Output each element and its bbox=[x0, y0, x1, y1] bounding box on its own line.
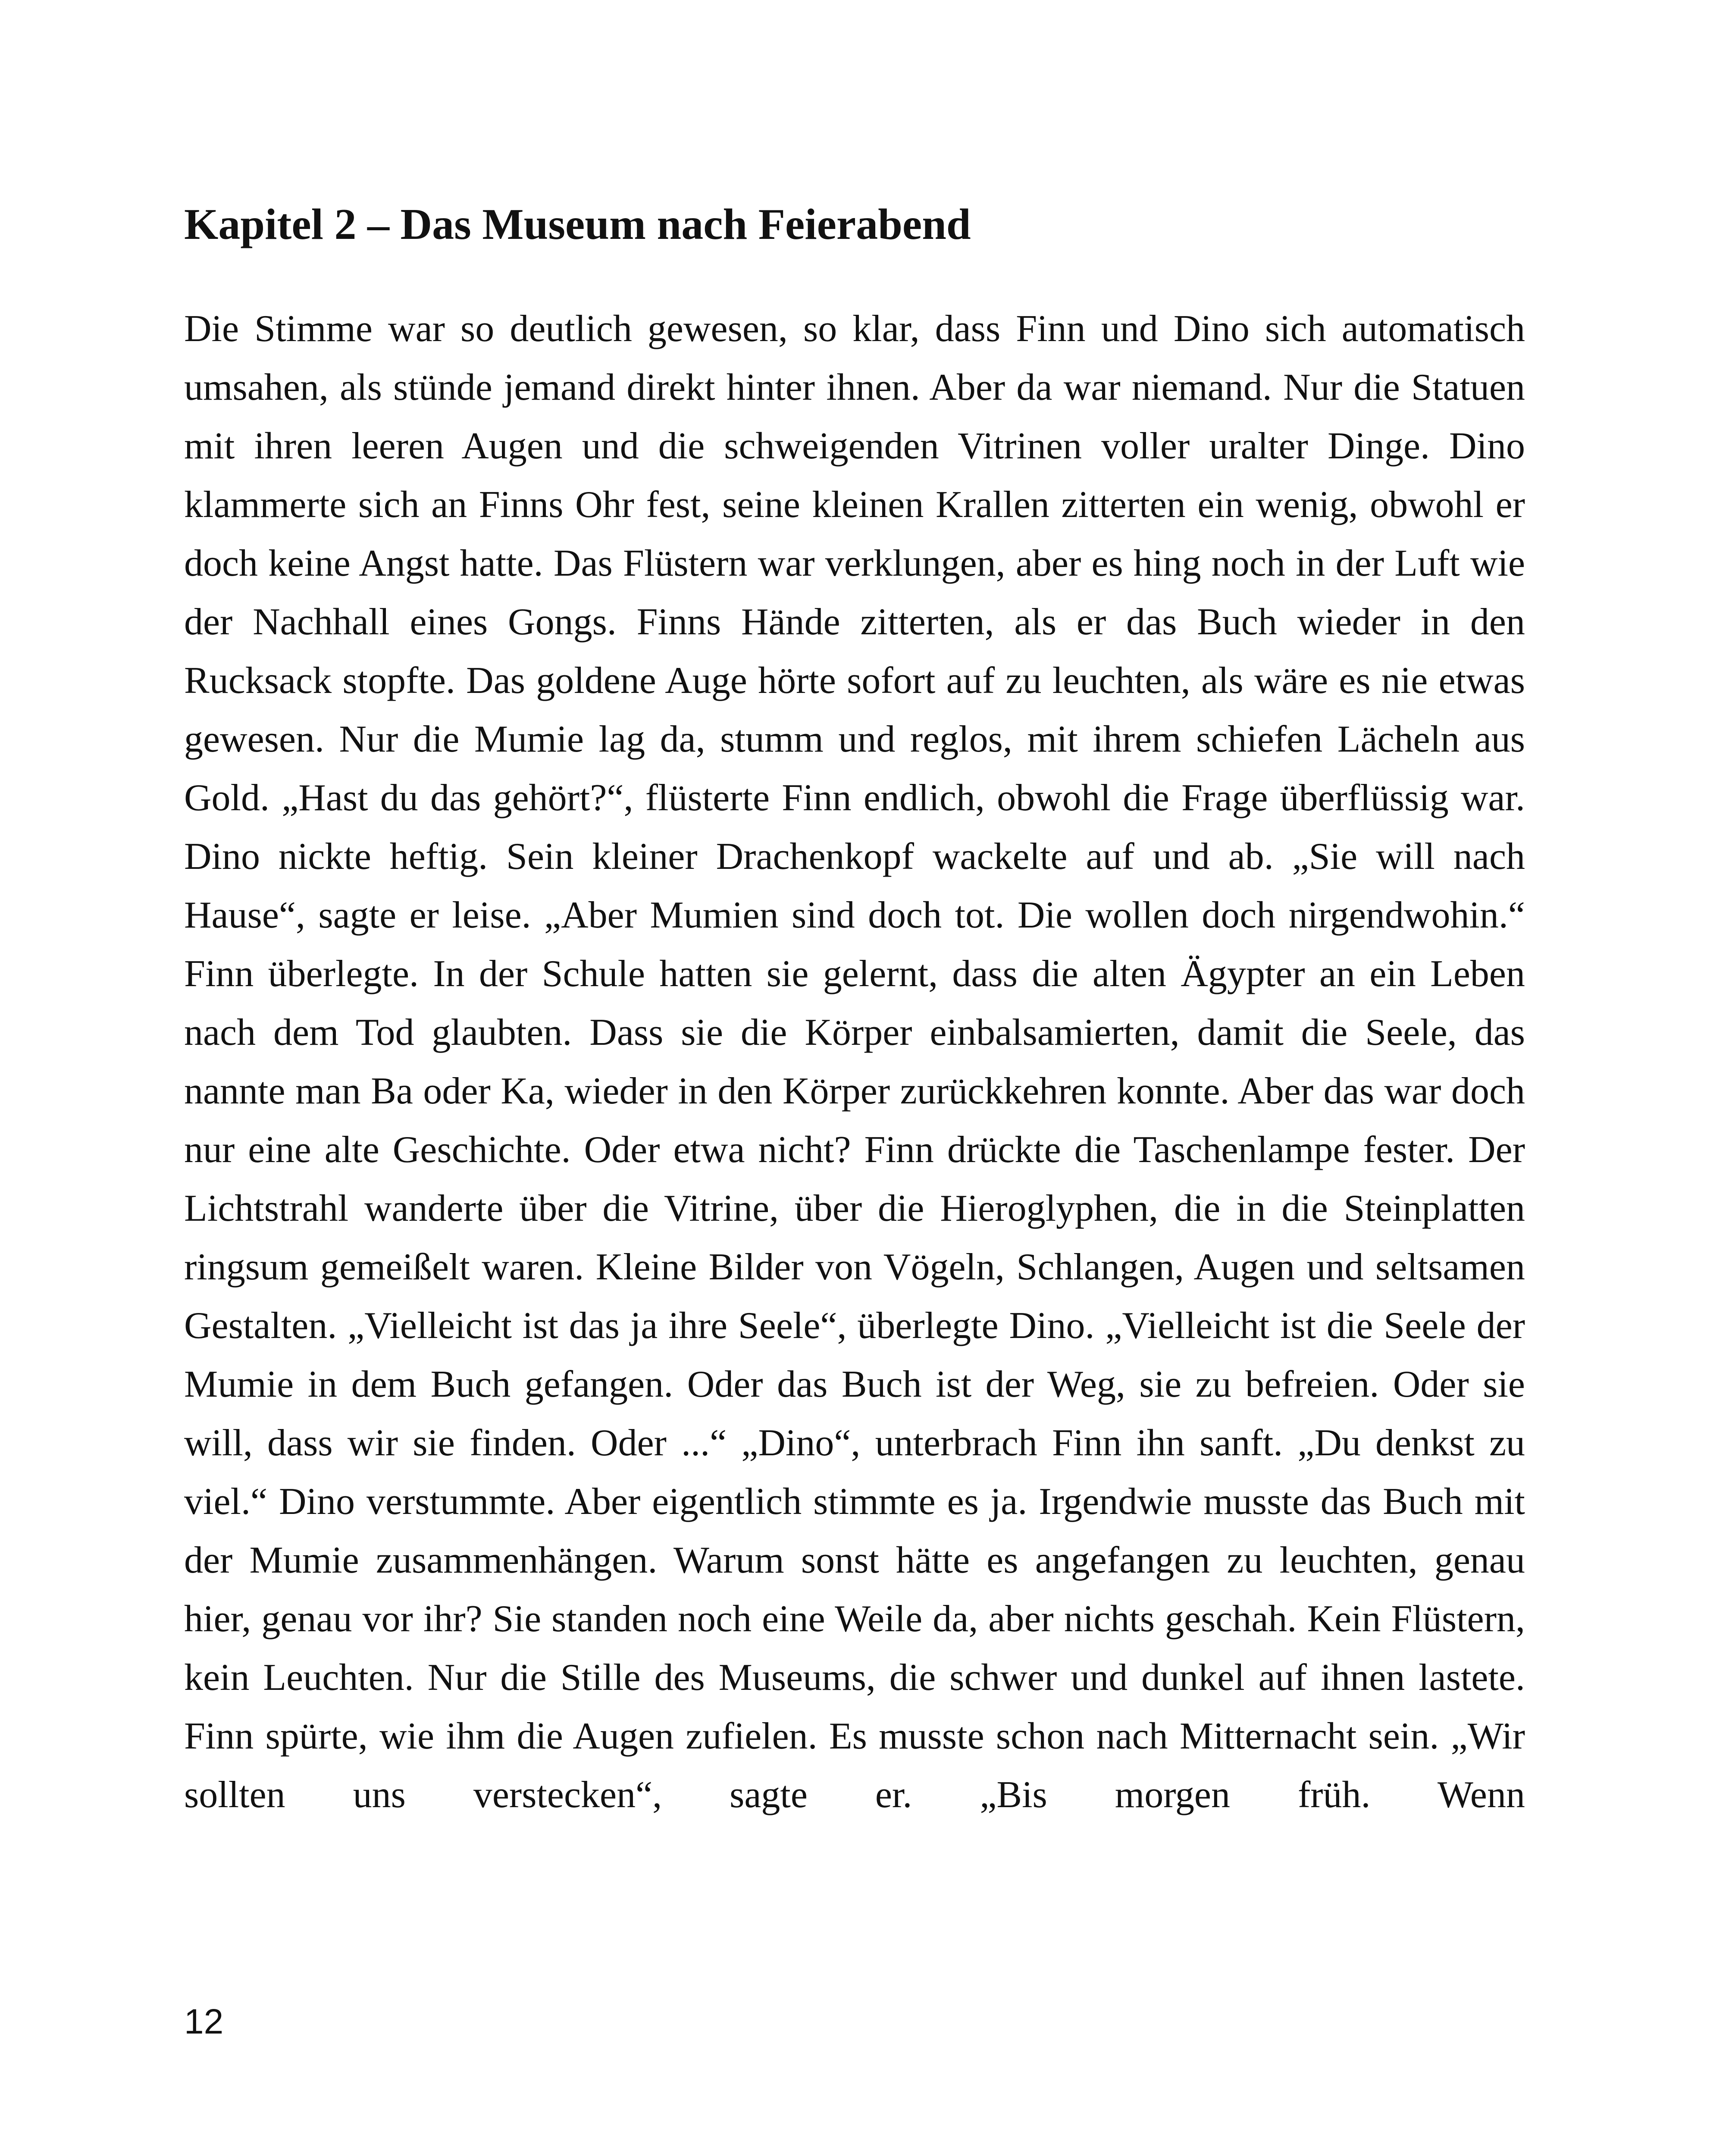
page-number: 12 bbox=[184, 2002, 224, 2041]
body-paragraph: Die Stimme war so deutlich gewesen, so klar, dass Finn und Dino sich automatisch umsahen, als stünde jemand direkt hinter ihnen. Aber da war niemand. Nur die Statuen mit ihren leeren Augen und die schweigenden Vitrinen voller uralter Dinge. Dino klammerte sich an Finns Ohr fest, seine kleinen Krallen zitterten ein wenig, obwohl er doch keine Angst hatte. Das Flüstern war verklungen, aber es hing noch in der Luft wie der Nachhall eines Gongs. Finns Hände zitterten, als er das Buch wieder in den Rucksack stopfte. Das goldene Auge hörte sofort auf zu leuchten, als wäre es nie etwas gewesen. Nur die Mumie lag da, stumm und reglos, mit ihrem schiefen Lächeln aus Gold. „Hast du das gehört?“, flüsterte Finn endlich, obwohl die Frage überflüssig war. Dino nickte heftig. Sein kleiner Drachenkopf wackelte auf und ab. „Sie will nach Hause“, sagte er leise. „Aber Mumien sind doch tot. Die wollen doch nirgendwohin.“ Finn überlegte. In der Schule hatten sie gelernt, dass die alten Ägypter an ein Leben nach dem Tod glaubten. Dass sie die Körper einbalsamierten, damit die Seele, das nannte man Ba oder Ka, wieder in den Körper zurückkehren konnte. Aber das war doch nur eine alte Geschichte. Oder etwa nicht? Finn drückte die Taschenlampe fester. Der Lichtstrahl wanderte über die Vitrine, über die Hieroglyphen, die in die Steinplatten ringsum gemeißelt waren. Kleine Bilder von Vögeln, Schlangen, Augen und seltsamen Gestalten. „Vielleicht ist das ja ihre Seele“, überlegte Dino. „Vielleicht ist die Seele der Mumie in dem Buch gefangen. Oder das Buch ist der Weg, sie zu befreien. Oder sie will, dass wir sie finden. Oder ...“ „Dino“, unterbrach Finn ihn sanft. „Du denkst zu viel.“ Dino verstummte. Aber eigentlich stimmte es ja. Irgendwie musste das Buch mit der Mumie zusammenhängen. Warum sonst hätte es angefangen zu leuchten, genau hier, genau vor ihr? Sie standen noch eine Weile da, aber nichts geschah. Kein Flüstern, kein Leuchten. Nur die Stille des Museums, die schwer und dunkel auf ihnen lastete. Finn spürte, wie ihm die Augen zufielen. Es musste schon nach Mitternacht sein. „Wir sollten uns verstecken“, sagte er. „Bis morgen früh. Wenn bbox=[184, 308, 1525, 1816]
chapter-title: Kapitel 2 – Das Museum nach Feierabend bbox=[184, 200, 971, 249]
